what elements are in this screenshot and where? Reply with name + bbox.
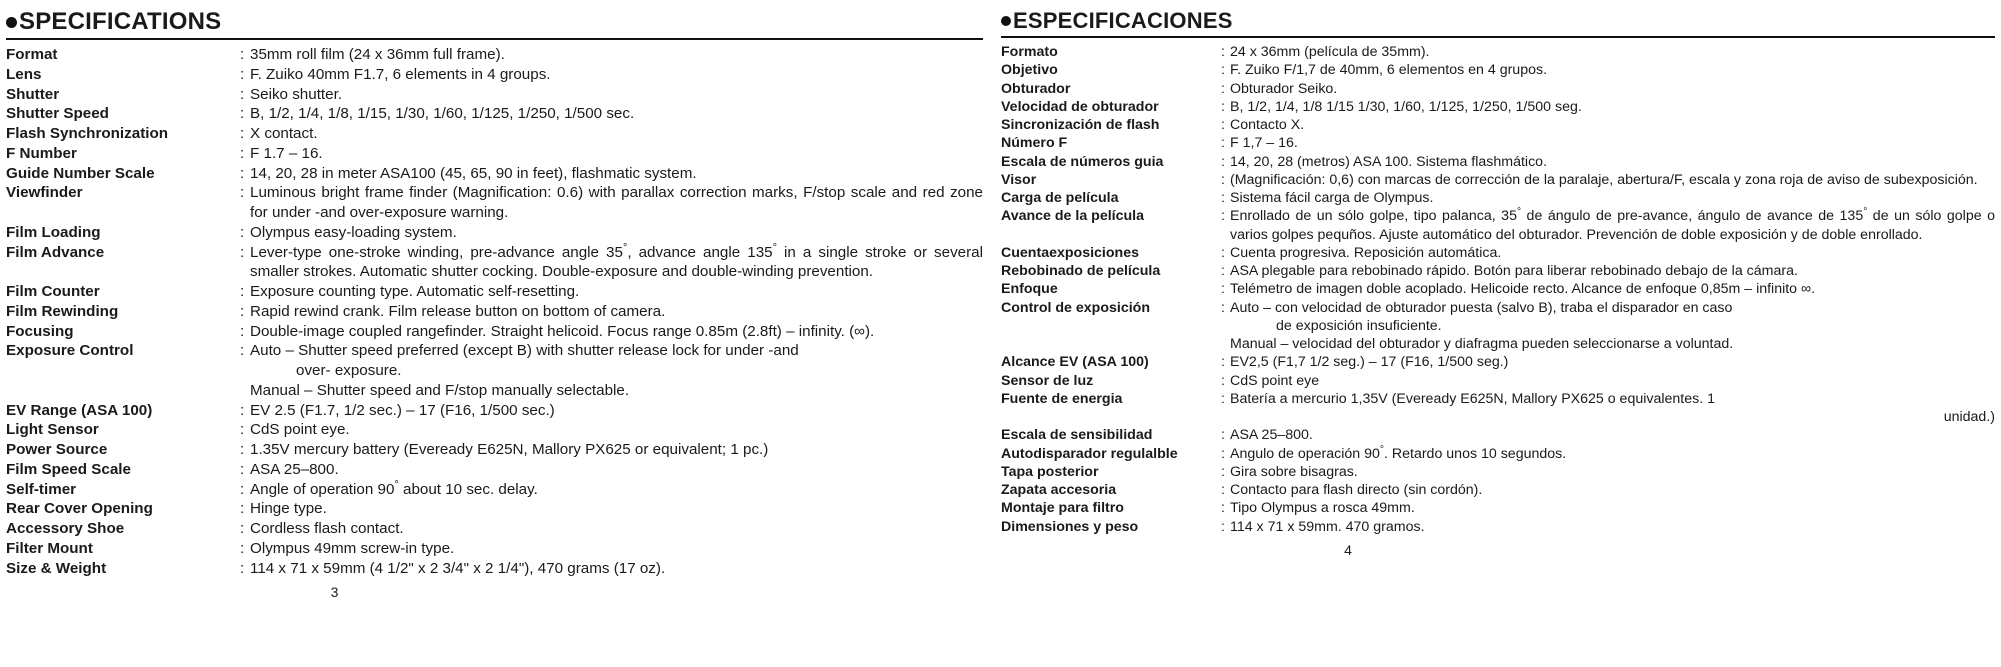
spec-colon: :: [1221, 518, 1225, 535]
spec-colon: :: [240, 460, 245, 478]
spec-term: Avance de la película: [1001, 208, 1144, 225]
section-heading-english: [6, 8, 983, 36]
spec-row: [6, 559, 983, 579]
spec-description: ASA 25–800.: [250, 460, 339, 478]
spec-description-line: de exposición insuficiente.: [1276, 317, 1442, 334]
spec-term: Power Source: [6, 441, 108, 458]
spec-row: [6, 322, 983, 342]
spec-colon: :: [240, 302, 245, 320]
spec-row: [1001, 153, 1995, 171]
spec-row: [1001, 43, 1995, 61]
spec-colon: :: [240, 401, 245, 419]
spec-term: Cuentaexposiciones: [1001, 244, 1139, 261]
spec-description: ASA plegable para rebobinado rápido. Botón para liberar rebobinado debajo de la cámara.: [1230, 263, 1798, 279]
section-heading-spanish: [1001, 8, 1995, 34]
spec-colon: :: [240, 441, 245, 458]
spec-row: [1001, 426, 1995, 444]
spec-description: B, 1/2, 1/4, 1/8 1/15 1/30, 1/60, 1/125, 1/250, 1/500 seg.: [1230, 98, 1582, 115]
specs-table-english: [6, 45, 983, 578]
spec-term: Lens: [6, 65, 42, 83]
spec-description: [1230, 390, 1995, 427]
spec-term: Film Loading: [6, 223, 101, 241]
spec-row: [6, 539, 983, 559]
spec-row: [6, 45, 983, 65]
spec-description: Lever-type one-stroke winding, pre-advance angle 35°, advance angle 135° in a single stroke or several smaller strokes. Automatic shutter cocking. Double-exposure and double-winding prevention.: [250, 241, 983, 281]
spec-row: [1001, 353, 1995, 371]
spec-term: Formato: [1001, 44, 1058, 60]
spec-description: Exposure counting type. Automatic self-resetting.: [250, 283, 580, 300]
spec-term: Size & Weight: [6, 559, 107, 577]
section-heading-label: SPECIFICATIONS: [19, 8, 222, 35]
spec-term: Control de exposición: [1001, 299, 1150, 316]
spec-row: [6, 124, 983, 144]
spec-description-line: unidad.): [1943, 409, 1995, 425]
spec-colon: :: [1221, 117, 1225, 133]
spec-description-line: Auto – Shutter speed preferred (except B) with shutter release lock for under -and: [250, 342, 799, 360]
specifications-column-english: [0, 0, 995, 667]
spec-colon: :: [1221, 190, 1225, 206]
spec-row: [1001, 463, 1995, 481]
spec-row: [1001, 262, 1995, 280]
spec-colon: :: [240, 520, 245, 537]
spec-colon: :: [240, 223, 245, 241]
spec-row: [6, 223, 983, 243]
spec-description: Angle of operation 90° about 10 sec. delay.: [250, 478, 538, 498]
spec-colon: :: [240, 480, 245, 498]
spec-colon: :: [1221, 427, 1225, 444]
spec-colon: :: [1221, 171, 1225, 188]
spec-description-line: Manual – Shutter speed and F/stop manually selectable.: [250, 381, 630, 399]
spec-row: [1001, 171, 1995, 189]
spec-row: [6, 499, 983, 519]
specs-table-spanish: [1001, 43, 1995, 536]
spec-description: 14, 20, 28 in meter ASA100 (45, 65, 90 in feet), flashmatic system.: [250, 164, 697, 182]
spec-row: [6, 341, 983, 400]
spec-description: F. Zuiko 40mm F1.7, 6 elements in 4 groups.: [250, 65, 551, 83]
spec-row: [6, 85, 983, 105]
spec-row: [1001, 116, 1995, 134]
spec-term: Fuente de energia: [1001, 390, 1123, 407]
spec-term: Filter Mount: [6, 539, 93, 557]
spec-row: [6, 144, 983, 164]
spec-colon: :: [240, 184, 245, 202]
spec-row: [1001, 189, 1995, 207]
spec-description: Hinge type.: [250, 500, 327, 518]
spec-term: Accessory Shoe: [6, 520, 125, 537]
spec-row: [6, 282, 983, 302]
spec-row: [1001, 372, 1995, 390]
spec-colon: :: [240, 144, 245, 162]
section-heading-label: ESPECIFICACIONES: [1013, 8, 1233, 33]
spec-description: Cuenta progresiva. Reposición automática.: [1230, 244, 1502, 261]
spec-term: F Number: [6, 144, 77, 162]
spec-description: X contact.: [250, 125, 318, 142]
spec-term: Alcance EV (ASA 100): [1001, 354, 1149, 371]
spec-description-line: Manual – velocidad del obturador y diafragma pueden seleccionarse a voluntad.: [1230, 336, 1734, 352]
spec-colon: :: [1221, 390, 1225, 407]
spec-description: 14, 20, 28 (metros) ASA 100. Sistema flashmático.: [1230, 153, 1548, 170]
spec-term: Dimensiones y peso: [1001, 518, 1139, 535]
spec-row: [6, 302, 983, 322]
spec-description: Rapid rewind crank. Film release button on bottom of camera.: [250, 302, 666, 320]
spec-term: Light Sensor: [6, 421, 99, 439]
bullet-dot-icon: [6, 17, 17, 28]
spec-colon: :: [240, 559, 245, 577]
spec-row: [1001, 207, 1995, 244]
page-number-english: 3: [330, 584, 339, 601]
spec-colon: :: [1221, 372, 1225, 389]
spec-description: Gira sobre bisagras.: [1230, 463, 1358, 480]
spec-row: [6, 104, 983, 124]
spec-term: Montaje para filtro: [1001, 500, 1124, 517]
spec-term: Autodisparador regulalble: [1001, 445, 1178, 462]
spec-description: 1.35V mercury battery (Eveready E625N, Mallory PX625 or equivalent; 1 pc.): [250, 441, 769, 458]
spec-term: Visor: [1001, 171, 1037, 188]
spec-row: [1001, 244, 1995, 262]
spec-term: Sensor de luz: [1001, 372, 1094, 389]
spec-term: Focusing: [6, 322, 74, 340]
spec-term: Obturador: [1001, 80, 1071, 97]
spec-colon: :: [1221, 263, 1225, 279]
spec-row: [1001, 98, 1995, 116]
spec-colon: :: [240, 125, 245, 142]
spec-description: Contacto para flash directo (sin cordón).: [1230, 482, 1483, 498]
spec-term: Format: [6, 46, 58, 63]
spec-description: EV2,5 (F1,7 1/2 seg.) – 17 (F16, 1/500 seg.): [1230, 354, 1509, 371]
spec-row: [1001, 134, 1995, 152]
spec-colon: :: [1221, 354, 1225, 371]
spec-term: Exposure Control: [6, 342, 134, 360]
spec-colon: :: [240, 164, 245, 182]
spec-description: 35mm roll film (24 x 36mm full frame).: [250, 46, 505, 63]
spec-colon: :: [240, 46, 245, 63]
spec-term: Viewfinder: [6, 184, 83, 202]
spec-term: Shutter: [6, 85, 60, 103]
spec-row: [1001, 518, 1995, 536]
spec-description: CdS point eye: [1230, 372, 1320, 389]
spec-description: Telémetro de imagen doble acoplado. Helicoide recto. Alcance de enfoque 0,85m – infinito ∞.: [1230, 281, 1816, 298]
spec-term: Shutter Speed: [6, 105, 109, 123]
spec-description: 114 x 71 x 59mm. 470 gramos.: [1230, 518, 1425, 535]
spec-description: Double-image coupled rangefinder. Straight helicoid. Focus range 0.85m (2.8ft) – infinity. (∞).: [250, 322, 875, 340]
spec-row: [6, 183, 983, 223]
spec-description: (Magnificación: 0,6) con marcas de corrección de la paralaje, abertura/F, escala y zona roja de aviso de subexposición.: [1230, 171, 1978, 188]
spec-term: Guide Number Scale: [6, 164, 155, 182]
spec-row: [6, 440, 983, 460]
spec-description: 24 x 36mm (película de 35mm).: [1230, 44, 1430, 60]
spec-colon: :: [240, 85, 245, 103]
spec-description: 114 x 71 x 59mm (4 1/2" x 2 3/4" x 2 1/4"), 470 grams (17 oz).: [250, 559, 666, 577]
spec-colon: :: [1221, 208, 1225, 225]
spec-description: Contacto X.: [1230, 117, 1305, 133]
spec-description: Seiko shutter.: [250, 85, 343, 103]
spec-row: [6, 519, 983, 539]
spec-row: [1001, 481, 1995, 499]
specifications-column-spanish: [995, 0, 2001, 667]
spec-colon: :: [1221, 44, 1225, 60]
spec-description: F 1.7 – 16.: [250, 144, 323, 162]
spec-description: Olympus easy-loading system.: [250, 223, 457, 241]
spec-term: EV Range (ASA 100): [6, 401, 153, 419]
spec-colon: :: [240, 283, 245, 300]
spec-description: Obturador Seiko.: [1230, 80, 1338, 97]
spec-row: [1001, 299, 1995, 354]
heading-divider: [6, 38, 983, 40]
spec-row: [1001, 445, 1995, 463]
spec-description-line: Auto – con velocidad de obturador puesta (salvo B), traba el disparador en caso: [1230, 299, 1733, 316]
spec-description: [250, 341, 983, 400]
spec-colon: :: [1221, 62, 1225, 79]
spec-colon: :: [240, 421, 245, 439]
spec-term: Escala de números guia: [1001, 153, 1164, 170]
spec-description: B, 1/2, 1/4, 1/8, 1/15, 1/30, 1/60, 1/125, 1/250, 1/500 sec.: [250, 105, 635, 123]
spec-term: Número F: [1001, 135, 1068, 152]
spec-description: Luminous bright frame finder (Magnification: 0.6) with parallax correction marks, F/stop scale and red zone for under -and over-exposure warning.: [250, 184, 983, 221]
spec-description: Cordless flash contact.: [250, 520, 404, 537]
spec-row: [6, 164, 983, 184]
spec-row: [1001, 80, 1995, 98]
spec-term: Escala de sensibilidad: [1001, 427, 1153, 444]
spec-term: Sincronización de flash: [1001, 117, 1160, 133]
spec-colon: :: [240, 65, 245, 83]
spec-row: [1001, 61, 1995, 79]
spec-colon: :: [1221, 299, 1225, 316]
spec-term: Film Advance: [6, 243, 105, 261]
spec-row: [6, 420, 983, 440]
spec-row: [6, 401, 983, 421]
spec-description: Sistema fácil carga de Olympus.: [1230, 190, 1434, 206]
spec-description: CdS point eye.: [250, 421, 350, 439]
spec-colon: :: [1221, 500, 1225, 517]
spec-colon: :: [1221, 244, 1225, 261]
spec-colon: :: [1221, 445, 1225, 462]
spec-term: Carga de película: [1001, 190, 1119, 206]
spec-description: F. Zuiko F/1,7 de 40mm, 6 elementos en 4 grupos.: [1230, 62, 1548, 79]
spec-term: Rebobinado de película: [1001, 263, 1161, 279]
bullet-dot-icon: [1001, 16, 1011, 26]
spec-description: Tipo Olympus a rosca 49mm.: [1230, 500, 1415, 517]
spec-description: Olympus 49mm screw-in type.: [250, 539, 455, 557]
spec-colon: :: [240, 243, 245, 261]
spec-description: ASA 25–800.: [1230, 427, 1313, 444]
spec-row: [1001, 390, 1995, 427]
spec-description-line: over- exposure.: [296, 362, 402, 379]
spec-term: Flash Synchronization: [6, 125, 169, 142]
spec-colon: :: [1221, 482, 1225, 498]
spec-term: Tapa posterior: [1001, 463, 1099, 480]
spec-description: EV 2.5 (F1.7, 1/2 sec.) – 17 (F16, 1/500 sec.): [250, 401, 555, 419]
page-number-spanish: 4: [1344, 541, 1352, 558]
spec-colon: :: [1221, 463, 1225, 480]
spec-row: [6, 460, 983, 480]
spec-description: F 1,7 – 16.: [1230, 135, 1298, 152]
spec-colon: :: [240, 342, 245, 360]
spec-colon: :: [1221, 135, 1225, 152]
spec-description-line: Batería a mercurio 1,35V (Eveready E625N, Mallory PX625 o equivalentes. 1: [1230, 390, 1716, 407]
spec-term: Film Counter: [6, 283, 100, 300]
spec-term: Velocidad de obturador: [1001, 98, 1159, 115]
spec-colon: :: [240, 105, 245, 123]
spec-term: Film Rewinding: [6, 302, 119, 320]
spec-colon: :: [1221, 281, 1225, 298]
spec-colon: :: [240, 539, 245, 557]
heading-divider: [1001, 36, 1995, 38]
spec-term: Rear Cover Opening: [6, 500, 153, 518]
spec-colon: :: [1221, 153, 1225, 170]
spec-colon: :: [1221, 98, 1225, 115]
spec-term: Self-timer: [6, 480, 77, 498]
spec-term: Enfoque: [1001, 281, 1058, 298]
spec-colon: :: [240, 500, 245, 518]
spec-description: Enrollado de un sólo golpe, tipo palanca, 35° de ángulo de pre-avance, ángulo de avance de 135° de un sólo golpe o varios golpes pequños. Ajuste automático del obturador. Prevención de doble exposición y de doble enrollado.: [1230, 206, 1995, 243]
spec-term: Zapata accesoria: [1001, 482, 1117, 498]
spec-description: Angulo de operación 90°. Retardo unos 10 segundos.: [1230, 443, 1567, 462]
spec-term: Objetivo: [1001, 62, 1058, 79]
spec-row: [1001, 499, 1995, 517]
spec-row: [6, 65, 983, 85]
spec-colon: :: [1221, 80, 1225, 97]
spec-row: [6, 243, 983, 283]
spec-colon: :: [240, 322, 245, 340]
spec-description: [1230, 299, 1995, 354]
spec-row: [1001, 280, 1995, 298]
spec-row: [6, 480, 983, 500]
spec-term: Film Speed Scale: [6, 460, 131, 478]
